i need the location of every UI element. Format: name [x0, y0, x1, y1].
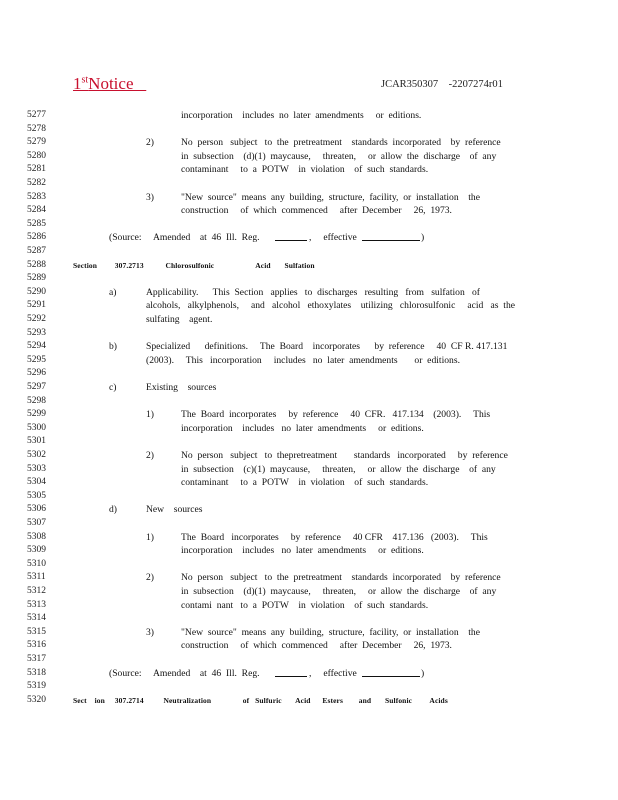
line-number: 5315 — [27, 626, 46, 637]
line-number: 5290 — [27, 286, 46, 297]
line-number: 5283 — [27, 191, 46, 202]
text-line: Applicability. This Section applies to discharges resulting from sulfation of — [146, 286, 480, 298]
line-number: 5288 — [27, 259, 46, 270]
text-line: 1) — [146, 409, 154, 421]
section-heading: Section 307.2713 Chlorosulfonic Acid Sulfation — [73, 260, 315, 270]
text-line: a) — [109, 286, 117, 298]
blank-field — [275, 231, 307, 245]
line-number: 5279 — [27, 137, 46, 148]
text-line: (Source: Amended at 46 Ill. Reg. — [109, 667, 260, 679]
text-line: The Board incorporates by reference 40 CFR. 417.134 (2003). This — [181, 409, 491, 421]
line-number: 5297 — [27, 382, 46, 392]
line-number: 5320 — [27, 694, 46, 705]
blank-field — [275, 667, 307, 681]
text-line: alcohols, alkylphenols, and alcohol ethoxylates utilizing chlorosulfonic acid as the — [146, 300, 516, 312]
line-number: 5296 — [27, 368, 46, 379]
line-number: 5286 — [27, 232, 46, 243]
line-number: 5302 — [27, 450, 46, 460]
line-number: 5294 — [27, 341, 46, 352]
blank-field — [362, 667, 420, 681]
text-line: 3) — [146, 191, 154, 203]
text-line: 3) — [146, 626, 154, 638]
line-number: 5308 — [27, 531, 46, 542]
text-line: construction of which commenced after December 26, 1973. — [181, 205, 452, 217]
notice-suffix: st — [81, 74, 89, 86]
text-line: sulfating agent. — [146, 314, 213, 325]
text-line: contami nant to a POTW in violation of such standards. — [181, 599, 429, 611]
line-number: 5277 — [27, 110, 46, 120]
text-line: incorporation includes no later amendments or editions. — [181, 545, 424, 557]
text-line: b) — [109, 341, 117, 353]
text-line: ) — [421, 667, 425, 679]
document-code: JCAR350307 -2207274r01 — [381, 79, 503, 90]
line-number: 5278 — [27, 123, 46, 134]
text-line: in subsection (d)(1) maycause, threaten, or allow the discharge of any — [181, 586, 497, 597]
line-number: 5280 — [27, 150, 46, 161]
text-line: construction of which commenced after December 26, 1973. — [181, 640, 452, 652]
text-line: , effective — [309, 232, 357, 244]
text-line: (Source: Amended at 46 Ill. Reg. — [109, 232, 260, 244]
line-number: 5317 — [27, 654, 46, 664]
text-line: Specialized definitions. The Board incorporates by reference 40 CF R. 417.131 — [146, 341, 508, 353]
text-line: No person subject to thepretreatment standards incorporated by reference — [181, 450, 508, 461]
line-number: 5301 — [27, 436, 46, 447]
line-number: 5319 — [27, 681, 46, 692]
line-number: 5281 — [27, 164, 46, 175]
line-number: 5298 — [27, 395, 46, 406]
text-line: incorporation includes no later amendments or editions. — [181, 110, 422, 121]
text-line: , effective — [309, 667, 357, 679]
text-line: incorporation includes no later amendments or editions. — [181, 422, 424, 434]
line-number: 5304 — [27, 477, 46, 488]
line-number: 5293 — [27, 327, 46, 338]
line-number: 5307 — [27, 518, 46, 528]
line-number: 5289 — [27, 273, 46, 284]
text-line: d) — [109, 504, 117, 516]
line-number: 5316 — [27, 640, 46, 651]
text-line: in subsection (c)(1) maycause, threaten, or allow the discharge of any — [181, 463, 496, 475]
text-line: 2) — [146, 450, 154, 461]
text-line: 1) — [146, 531, 154, 543]
text-line: 2) — [146, 137, 154, 149]
line-number: 5305 — [27, 490, 46, 501]
line-number: 5299 — [27, 409, 46, 420]
text-line: No person subject to the pretreatment standards incorporated by reference — [181, 137, 501, 149]
notice-word: Notice — [88, 74, 134, 93]
line-number: 5295 — [27, 354, 46, 365]
line-number: 5310 — [27, 558, 46, 569]
text-line: contaminant to a POTW in violation of such standards. — [181, 477, 429, 489]
text-line: contaminant to a POTW in violation of such standards. — [181, 164, 429, 176]
line-number: 5300 — [27, 422, 46, 433]
line-number: 5285 — [27, 218, 46, 229]
line-number: 5284 — [27, 205, 46, 216]
text-line: c) — [109, 382, 117, 393]
text-line: in subsection (d)(1) maycause, threaten, or allow the discharge of any — [181, 150, 497, 162]
text-line: No person subject to the pretreatment standards incorporated by reference — [181, 572, 501, 584]
text-line: (2003). This incorporation includes no later amendments or editions. — [146, 354, 460, 366]
line-number: 5309 — [27, 545, 46, 556]
line-number: 5311 — [27, 572, 46, 583]
line-number: 5292 — [27, 314, 46, 324]
notice-label — [73, 74, 146, 94]
text-line: New sources — [146, 504, 203, 516]
line-number: 5282 — [27, 178, 46, 188]
line-number: 5306 — [27, 504, 46, 515]
text-line: The Board incorporates by reference 40 CFR 417.136 (2003). This — [181, 531, 488, 543]
line-number: 5313 — [27, 599, 46, 610]
line-number: 5303 — [27, 463, 46, 474]
blank-field — [362, 231, 420, 245]
section-heading: Sect ion 307.2714 Neutralization of Sulfuric Acid Esters and Sulfonic Acids — [73, 695, 448, 705]
text-line: Existing sources — [146, 382, 217, 393]
text-line: ) — [421, 232, 425, 244]
line-number: 5312 — [27, 586, 46, 596]
line-number: 5291 — [27, 300, 46, 311]
text-line: 2) — [146, 572, 154, 584]
line-number: 5314 — [27, 613, 46, 624]
line-number: 5287 — [27, 246, 46, 256]
text-line: "New source" means any building, structure, facility, or installation the — [181, 191, 480, 203]
notice-number: 1 — [73, 74, 82, 93]
text-line: "New source" means any building, structure, facility, or installation the — [181, 626, 480, 638]
line-number: 5318 — [27, 667, 46, 678]
